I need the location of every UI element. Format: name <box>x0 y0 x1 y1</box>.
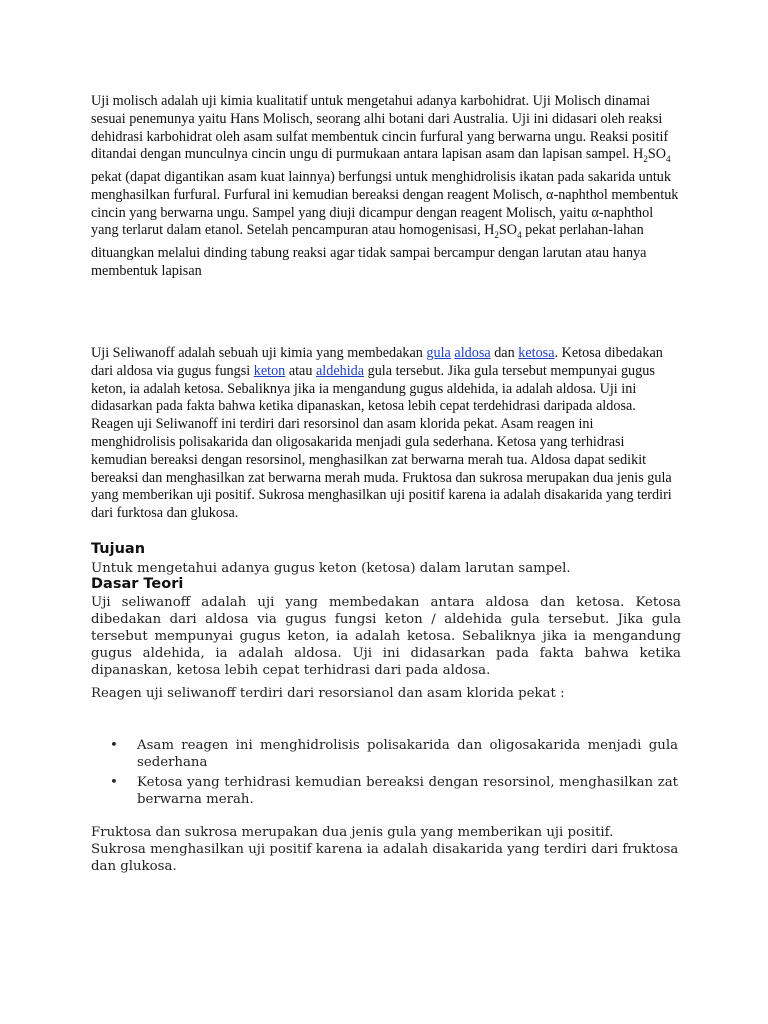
seliwanoff-text-5: atau <box>285 362 316 379</box>
heading-dasar-teori: Dasar Teori <box>91 576 184 592</box>
reagen-intro-text: Reagen uji seliwanoff terdiri dari resorsianol dan asam klorida pekat : <box>91 686 565 701</box>
molisch-text-4: SO <box>498 222 518 239</box>
dasar-teori-text: Uji seliwanoff adalah uji yang membedakan antara aldosa dan ketosa. Ketosa dibedakan dari aldosa via gugus fungsi keton / aldehida gula tersebut. Jika gula tersebut mempunyai gugus keton, ia adalah ketosa. Sebaliknya jika ia mengandung gugus aldehida, ia adalah aldosa. Uji ini didasarkan pada fakta bahwa ketika dipanaskan, ketosa lebih cepat terhidrasi dari pada aldosa. <box>91 595 681 678</box>
link-gula[interactable]: gula <box>426 345 451 361</box>
tujuan-text: Untuk mengetahui adanya gugus keton (ketosa) dalam larutan sampel. <box>91 561 571 576</box>
link-keton[interactable]: keton <box>253 362 286 379</box>
reagen-bullet-list <box>110 737 678 811</box>
molisch-text-1: Uji molisch adalah uji kimia kualitatif untuk mengetahui adanya karbohidrat. Uji Molisch dinamai sesuai penemunya yaitu Hans Molisch, seorang alhi botani dari Australia. Uji ini didasari oleh reaksi dehidrasi karbohidrat oleh asam sulfat membentuk cincin furfural yang berwarna ungu. Reaksi positif ditandai dengan munculnya cincin ungu di purmukaan antara lapisan asam dan lapisan sampel. H <box>91 93 669 163</box>
list-item <box>110 737 678 771</box>
closing-paragraph <box>91 824 681 875</box>
seliwanoff-text-6: gula tersebut. Jika gula tersebut mempunyai gugus keton, ia adalah ketosa. Sebaliknya jika ia mengandung gugus aldehida, ia adalah aldosa. Uji ini didasarkan pada fakta bahwa ketika dipanaskan, ketosa lebih cepat terdehidrasi daripada aldosa. Reagen uji Seliwanoff ini terdiri dari resorsinol dan asam klorida pekat. Asam reagen ini menghidrolisis polisakarida dan oligosakarida menjadi gula sederhana. Ketosa yang terhidrasi kemudian bereaksi dengan resorsinol, menghasilkan zat berwarna merah tua. Aldosa dapat sedikit bereaksi dan menghasilkan zat berwarna merah muda. Fruktosa dan sukrosa merupakan dua jenis gula yang memberikan uji positif. Sukrosa menghasilkan uji positif karena ia adalah disakarida yang terdiri dari furktosa dan glukosa. <box>91 362 672 522</box>
molisch-sub-2b: 2 <box>494 230 499 241</box>
molisch-text-5: pekat perlahan-lahan dituangkan melalui dinding tabung reaksi agar tidak sampai bercampur dengan larutan atau hanya membentuk lapisan <box>91 222 647 279</box>
molisch-sub-4a: 4 <box>666 154 671 165</box>
seliwanoff-text-1: Uji Seliwanoff adalah sebuah uji kimia yang membedakan <box>91 345 427 361</box>
closing-line-2: Sukrosa menghasilkan uji positif karena ia adalah disakarida yang terdiri dari fruktosa dan glukosa. <box>91 842 679 874</box>
link-ketosa[interactable]: ketosa <box>518 345 555 361</box>
seliwanoff-text-4: . Ketosa dibedakan dari aldosa via gugus fungsi <box>91 345 663 379</box>
bullet-text: Ketosa yang terhidrasi kemudian bereaksi dengan resorsinol, menghasilkan zat berwarna merah. <box>137 775 678 807</box>
link-aldehida[interactable]: aldehida <box>316 362 365 379</box>
closing-line-1: Fruktosa dan sukrosa merupakan dua jenis gula yang memberikan uji positif. <box>91 825 614 840</box>
seliwanoff-text-3: dan <box>490 345 519 361</box>
molisch-text-3: pekat (dapat digantikan asam kuat lainnya) berfungsi untuk menghidrolisis ikatan pada sakarida untuk menghasilkan furfural. Furfural ini kemudian bereaksi dengan reagent Molisch, α-naphthol membentuk cincin yang berwarna ungu. Sampel yang diuji dicampur dengan reagent Molisch, yaitu α-naphthol yang terlarut dalam etanol. Setelah pencampuran atau homogenisasi, H <box>91 169 679 239</box>
paragraph-molisch <box>91 93 681 281</box>
molisch-text-2: SO <box>647 146 666 163</box>
molisch-sub-4b: 4 <box>517 230 522 241</box>
bullet-text: Asam reagen ini menghidrolisis polisakarida dan oligosakarida menjadi gula sederhana <box>137 738 678 770</box>
link-aldosa[interactable]: aldosa <box>454 345 491 361</box>
molisch-sub-2a: 2 <box>643 154 648 165</box>
bullet-icon: • <box>110 775 118 790</box>
heading-tujuan: Tujuan <box>91 541 146 557</box>
paragraph-seliwanoff <box>91 345 681 523</box>
list-item <box>110 774 678 808</box>
bullet-icon: • <box>110 738 118 753</box>
